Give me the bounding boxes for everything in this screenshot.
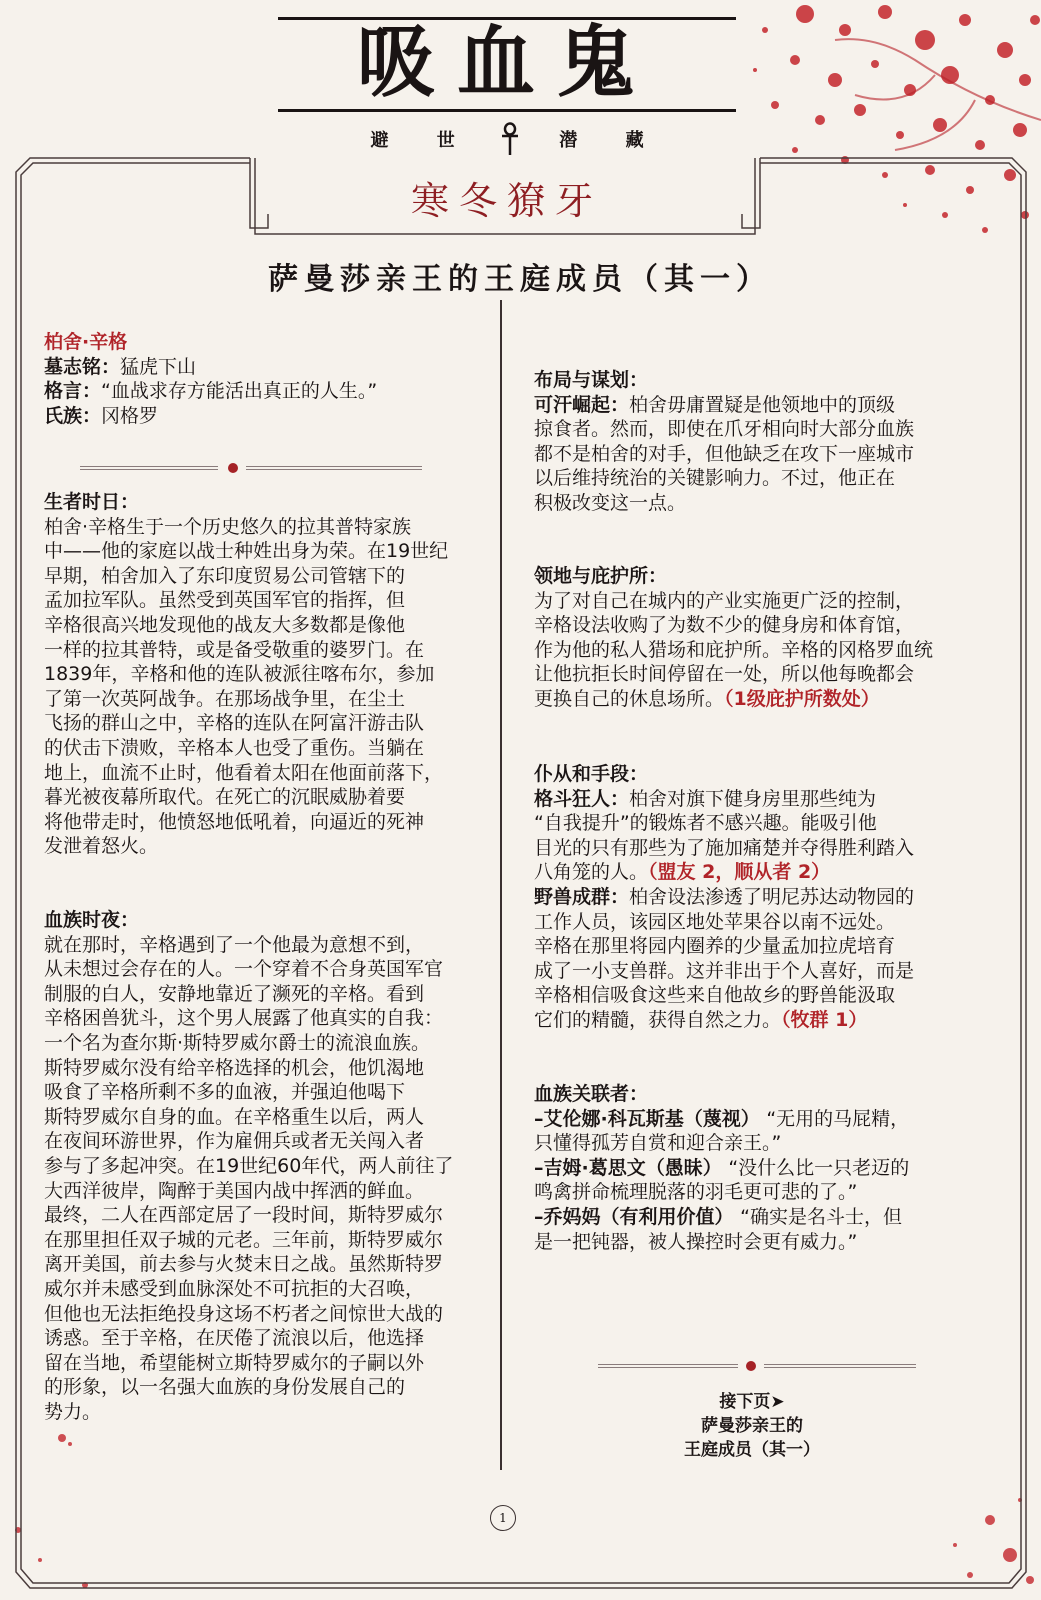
kindred-link: [534, 1107, 994, 1156]
text-line: 辛格相信吸食这些来自他故乡的野兽能汲取: [534, 984, 896, 1007]
beasts-text: [534, 885, 994, 1033]
text-line: 中——他的家庭以战士种姓出身为荣。在19世纪: [44, 540, 449, 563]
text-line-content: 它们的精髓，获得自然之力。: [534, 1008, 782, 1031]
text-line: 掠食者。然而，即使在爪牙相向时大部分血族: [534, 418, 915, 441]
text-line: 辛格设法收购了为数不少的健身房和体育馆，: [534, 614, 915, 637]
kindred-link: [534, 1205, 994, 1254]
text-line: 工作人员，该园区地处苹果谷以南不远处。: [534, 910, 896, 933]
next-page-line1: 萨曼莎亲王的: [701, 1416, 803, 1436]
text-line: [534, 885, 994, 910]
text-line: [534, 1008, 994, 1033]
section-title: 萨曼莎亲王的王庭成员（其一）: [268, 262, 772, 297]
domain-text: [534, 589, 994, 712]
text-line: 一样的拉其普特，或是备受敬重的婆罗门。在: [44, 638, 425, 661]
stat-tag: （牧群 1）: [781, 1008, 868, 1031]
page-number: 1: [490, 1505, 516, 1531]
fighters-label: 格斗狂人：: [534, 787, 630, 810]
night-heading: 血族时夜：: [44, 909, 140, 931]
text-line: [534, 687, 994, 712]
text-line: 大西洋彼岸，陶醉于美国内战中挥洒的鲜血。: [44, 1179, 425, 1202]
text-line-content: “无用的马屁精，: [766, 1107, 910, 1130]
links-section: [534, 1082, 994, 1254]
next-page-line2: 王庭成员（其一）: [684, 1440, 820, 1460]
text-line: 是一把钝器，被人操控时会更有威力。”: [534, 1230, 858, 1253]
motto-value: “血战求存方能活出真正的人生。”: [101, 380, 378, 403]
life-section: [44, 490, 494, 859]
motto-line: [44, 379, 494, 404]
kindred-link: [534, 1156, 994, 1205]
links-text: [534, 1107, 994, 1255]
night-text: [44, 933, 494, 1425]
text-line: 最终，二人在西部定居了一段时间，斯特罗威尔: [44, 1204, 444, 1227]
text-line: 但他也无法拒绝投身这场不朽者之间惊世大战的: [44, 1302, 444, 1325]
text-line: [534, 1107, 994, 1132]
clan-label: 氏族：: [44, 404, 102, 427]
rise-label: 可汗崛起：: [534, 393, 630, 416]
text-line: 的伏击下溃败，辛格本人也受了重伤。当躺在: [44, 736, 425, 759]
next-page-label: 接下页: [719, 1392, 771, 1412]
text-line: 以后维持统治的关键影响力。不过，他正在: [534, 467, 896, 490]
epitaph-value: 猛虎下山: [120, 355, 197, 378]
text-line-content: 八角笼的人。: [534, 861, 649, 884]
character-name: 柏舍·辛格: [44, 331, 128, 353]
ornament-divider: [80, 462, 460, 474]
text-line: 鸣禽拼命梳理脱落的羽毛更可悲的了。”: [534, 1181, 858, 1204]
layout-section: [534, 368, 994, 516]
ornament-divider-bottom: [598, 1360, 918, 1372]
text-line: 将他带走时，他愤怒地低吼着，向逼近的死神: [44, 810, 425, 833]
text-line: 诱惑。至于辛格，在厌倦了流浪以后，他选择: [44, 1327, 425, 1350]
text-line: 一个名为查尔斯·斯特罗威尔爵士的流浪血族。: [44, 1031, 431, 1054]
text-line: 辛格困兽犹斗，这个男人展露了他真实的自我：: [44, 1007, 444, 1030]
text-line: [534, 860, 994, 885]
epitaph-line: [44, 355, 494, 380]
text-line: 参与了多起冲突。在19世纪60年代，两人前往了: [44, 1154, 454, 1177]
text-line-content: 柏舍对旗下健身房里那些纯为: [629, 787, 877, 810]
text-line: 积极改变这一点。: [534, 491, 687, 514]
text-line: 辛格在那里将园内圈养的少量孟加拉虎培育: [534, 935, 896, 958]
book-title: 寒冬獠牙: [410, 179, 603, 223]
stat-tag: （盟友 2，顺从者 2）: [648, 861, 831, 884]
text-line: “自我提升”的锻炼者不感兴趣。能吸引他: [534, 812, 877, 835]
text-line: 辛格很高兴地发现他的战友大多数都是像他: [44, 613, 406, 636]
fighters-text: [534, 787, 994, 885]
text-line: 斯特罗威尔自身的血。在辛格重生以后，两人: [44, 1105, 425, 1128]
arrow-right-icon: ➤: [770, 1392, 785, 1412]
header-rule-bottom: [278, 109, 736, 112]
text-line: 了第一次英阿战争。在那场战争里，在尘土: [44, 687, 406, 710]
clan-value: 冈格罗: [101, 404, 159, 427]
left-column: [44, 330, 494, 428]
life-text: [44, 515, 494, 859]
motto-label: 格言：: [44, 380, 102, 403]
text-line: 暮光被夜幕所取代。在死亡的沉眠威胁着要: [44, 786, 406, 809]
text-line: 为了对自己在城内的产业实施更广泛的控制，: [534, 589, 915, 612]
text-line: 只懂得孤芳自赏和迎合亲王。”: [534, 1132, 782, 1155]
text-line-content: 更换自己的休息场所。: [534, 687, 725, 710]
column-divider: [500, 300, 502, 1470]
text-line-content: “没什么比一只老迈的: [728, 1156, 910, 1179]
subtitle-char: 潜: [559, 130, 578, 151]
text-line: 发泄着怒火。: [44, 835, 159, 858]
text-line: 从未想过会存在的人。一个穿着不合身英国军官: [44, 958, 444, 981]
text-line: 飞扬的群山之中，辛格的连队在阿富汗游击队: [44, 712, 425, 735]
text-line: 孟加拉军队。虽然受到英国军官的指挥，但: [44, 589, 406, 612]
text-line: 作为他的私人猎场和庇护所。辛格的冈格罗血统: [534, 638, 934, 661]
next-page-note: [640, 1390, 864, 1462]
text-line: 斯特罗威尔没有给辛格选择的机会，他饥渴地: [44, 1056, 425, 1079]
text-line: 1839年，辛格和他的连队被派往喀布尔，参加: [44, 663, 435, 686]
text-line: 吸食了辛格所剩不多的血液，并强迫他喝下: [44, 1081, 406, 1104]
subtitle-char: 藏: [625, 130, 644, 151]
text-line: 在夜间环游世界，作为雇佣兵或者无关闯入者: [44, 1130, 425, 1153]
links-heading: 血族关联者：: [534, 1083, 649, 1105]
text-line: 柏舍·辛格生于一个历史悠久的拉其普特家族: [44, 515, 412, 538]
domain-section: [534, 564, 994, 712]
minions-section: [534, 762, 994, 1033]
text-line: 威尔并未感受到血脉深处不可抗拒的大召唤，: [44, 1277, 425, 1300]
text-line: 都不是柏舍的对手，但他缺乏在攻下一座城市: [534, 442, 915, 465]
text-line: 就在那时，辛格遇到了一个他最为意想不到，: [44, 933, 425, 956]
text-line-content: “确实是名斗士，但: [740, 1205, 902, 1228]
night-section: [44, 908, 494, 1424]
rise-text: [534, 393, 994, 516]
text-line: 在那里担任双子城的元老。三年前，斯特罗威尔: [44, 1228, 444, 1251]
beasts-label: 野兽成群：: [534, 885, 630, 908]
text-line: 离开美国，前去参与火焚末日之战。虽然斯特罗: [44, 1253, 444, 1276]
game-title: 吸血鬼: [356, 17, 657, 108]
kindred-link-label: –吉姆·葛思文（愚昧）: [534, 1156, 729, 1179]
text-line: 制服的白人，安静地靠近了濒死的辛格。看到: [44, 982, 425, 1005]
text-line: 地上，血流不止时，他看着太阳在他面前落下，: [44, 761, 444, 784]
kindred-link-label: –乔妈妈（有利用价值）: [534, 1205, 741, 1228]
text-line: [534, 1156, 994, 1181]
subtitle-char: 避: [370, 130, 389, 151]
text-line: [534, 787, 994, 812]
text-line-content: 柏舍毋庸置疑是他领地中的顶级: [629, 393, 896, 416]
text-line: 的形象，以一名强大血族的身份发展自己的: [44, 1376, 406, 1399]
stat-tag: （1级庇护所数处）: [724, 687, 880, 710]
text-line-content: 柏舍设法渗透了明尼苏达动物园的: [629, 885, 915, 908]
text-line: 势力。: [44, 1400, 102, 1423]
subtitle-char: 世: [436, 130, 455, 151]
text-line: [534, 393, 994, 418]
life-heading: 生者时日：: [44, 491, 140, 513]
domain-heading: 领地与庇护所：: [534, 565, 668, 587]
layout-heading: 布局与谋划：: [534, 369, 649, 391]
text-line: 成了一小支兽群。这并非出于个人喜好，而是: [534, 959, 915, 982]
ankh-icon: [500, 122, 520, 156]
epitaph-label: 墓志铭：: [44, 355, 121, 378]
text-line: [534, 1205, 994, 1230]
text-line: 目光的只有那些为了施加痛楚并夺得胜利踏入: [534, 836, 915, 859]
clan-line: [44, 404, 494, 429]
text-line: 留在当地，希望能树立斯特罗威尔的子嗣以外: [44, 1351, 425, 1374]
kindred-link-label: –艾伦娜·科瓦斯基（蔑视）: [534, 1107, 767, 1130]
minions-heading: 仆从和手段：: [534, 763, 649, 785]
text-line: 早期，柏舍加入了东印度贸易公司管辖下的: [44, 564, 406, 587]
text-line: 让他抗拒长时间停留在一处，所以他每晚都会: [534, 663, 915, 686]
